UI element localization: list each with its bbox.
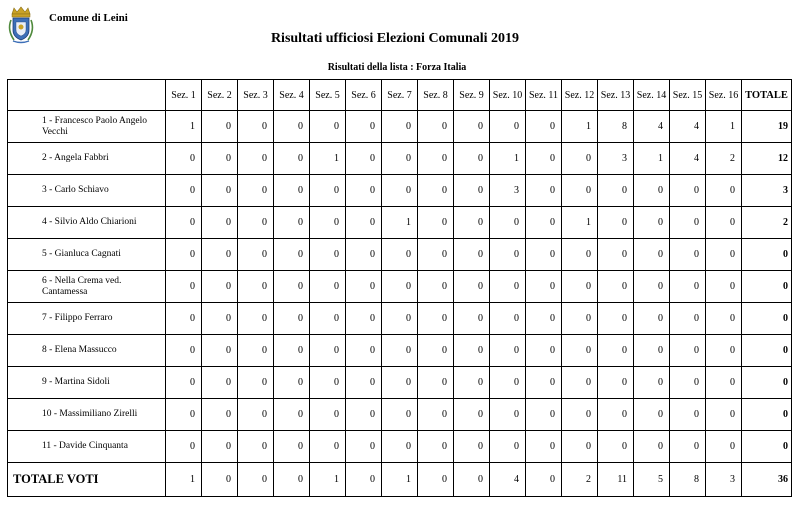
total-votes-cell: 0 xyxy=(238,463,274,497)
section-votes-cell: 8 xyxy=(598,111,634,143)
section-votes-cell: 0 xyxy=(274,335,310,367)
section-votes-cell: 0 xyxy=(634,271,670,303)
column-header: Sez. 6 xyxy=(346,80,382,111)
candidate-total-cell: 12 xyxy=(742,143,792,175)
candidate-row xyxy=(8,239,792,271)
section-votes-cell: 0 xyxy=(382,399,418,431)
section-votes-cell: 0 xyxy=(202,399,238,431)
section-votes-cell: 0 xyxy=(418,367,454,399)
total-votes-cell: 11 xyxy=(598,463,634,497)
section-votes-cell: 0 xyxy=(166,335,202,367)
section-votes-cell: 0 xyxy=(310,335,346,367)
section-votes-cell: 0 xyxy=(562,335,598,367)
section-votes-cell: 0 xyxy=(454,303,490,335)
section-votes-cell: 0 xyxy=(238,239,274,271)
total-votes-cell: 0 xyxy=(346,463,382,497)
section-votes-cell: 1 xyxy=(562,111,598,143)
candidate-row xyxy=(8,367,792,399)
section-votes-cell: 0 xyxy=(274,175,310,207)
section-votes-cell: 0 xyxy=(562,431,598,463)
section-votes-cell: 1 xyxy=(562,207,598,239)
section-votes-cell: 0 xyxy=(382,143,418,175)
candidate-row xyxy=(8,207,792,239)
section-votes-cell: 0 xyxy=(382,335,418,367)
section-votes-cell: 0 xyxy=(166,271,202,303)
section-votes-cell: 0 xyxy=(526,303,562,335)
section-votes-cell: 0 xyxy=(598,367,634,399)
section-votes-cell: 0 xyxy=(166,207,202,239)
section-votes-cell: 4 xyxy=(670,111,706,143)
section-votes-cell: 4 xyxy=(670,143,706,175)
section-votes-cell: 0 xyxy=(454,111,490,143)
section-votes-cell: 0 xyxy=(238,303,274,335)
section-votes-cell: 0 xyxy=(598,303,634,335)
municipality-name: Comune di Leini xyxy=(49,12,128,24)
list-title xyxy=(0,62,800,73)
document-title xyxy=(0,31,800,47)
candidate-name: 3 - Carlo Schiavo xyxy=(8,175,166,207)
candidate-name: 6 - Nella Crema ved. Cantamessa xyxy=(8,271,166,303)
candidate-row xyxy=(8,399,792,431)
section-votes-cell: 0 xyxy=(526,431,562,463)
section-votes-cell: 0 xyxy=(634,399,670,431)
section-votes-cell: 0 xyxy=(238,207,274,239)
section-votes-cell: 0 xyxy=(274,143,310,175)
section-votes-cell: 0 xyxy=(346,175,382,207)
section-votes-cell: 0 xyxy=(274,239,310,271)
section-votes-cell: 0 xyxy=(490,111,526,143)
section-votes-cell: 0 xyxy=(274,207,310,239)
section-votes-cell: 0 xyxy=(382,271,418,303)
section-votes-cell: 0 xyxy=(202,111,238,143)
section-votes-cell: 4 xyxy=(634,111,670,143)
section-votes-cell: 2 xyxy=(706,143,742,175)
section-votes-cell: 0 xyxy=(238,431,274,463)
section-votes-cell: 0 xyxy=(526,335,562,367)
section-votes-cell: 0 xyxy=(346,431,382,463)
section-votes-cell: 0 xyxy=(670,271,706,303)
total-votes-cell: 0 xyxy=(526,463,562,497)
section-votes-cell: 0 xyxy=(310,399,346,431)
section-votes-cell: 0 xyxy=(274,303,310,335)
section-votes-cell: 0 xyxy=(634,367,670,399)
section-votes-cell: 0 xyxy=(706,239,742,271)
section-votes-cell: 0 xyxy=(202,367,238,399)
section-votes-cell: 0 xyxy=(202,207,238,239)
section-votes-cell: 0 xyxy=(490,367,526,399)
total-votes-cell: 0 xyxy=(454,463,490,497)
section-votes-cell: 0 xyxy=(202,431,238,463)
section-votes-cell: 0 xyxy=(346,207,382,239)
section-votes-cell: 0 xyxy=(382,175,418,207)
section-votes-cell: 0 xyxy=(202,271,238,303)
section-votes-cell: 0 xyxy=(418,335,454,367)
section-votes-cell: 0 xyxy=(238,111,274,143)
section-votes-cell: 0 xyxy=(634,303,670,335)
section-votes-cell: 0 xyxy=(418,239,454,271)
total-votes-cell: 1 xyxy=(310,463,346,497)
section-votes-cell: 0 xyxy=(238,271,274,303)
column-header: Sez. 11 xyxy=(526,80,562,111)
candidate-row xyxy=(8,271,792,303)
section-votes-cell: 0 xyxy=(562,303,598,335)
section-votes-cell: 0 xyxy=(310,367,346,399)
section-votes-cell: 0 xyxy=(454,175,490,207)
section-votes-cell: 3 xyxy=(490,175,526,207)
section-votes-cell: 0 xyxy=(598,431,634,463)
section-votes-cell: 0 xyxy=(418,431,454,463)
column-header: Sez. 12 xyxy=(562,80,598,111)
total-votes-cell: 8 xyxy=(670,463,706,497)
section-votes-cell: 0 xyxy=(454,399,490,431)
section-votes-cell: 0 xyxy=(346,367,382,399)
section-votes-cell: 0 xyxy=(598,239,634,271)
candidate-total-cell: 0 xyxy=(742,335,792,367)
candidate-total-cell: 0 xyxy=(742,367,792,399)
candidate-total-cell: 0 xyxy=(742,431,792,463)
candidate-row xyxy=(8,303,792,335)
candidate-name: 2 - Angela Fabbri xyxy=(8,143,166,175)
section-votes-cell: 0 xyxy=(706,175,742,207)
section-votes-cell: 0 xyxy=(706,335,742,367)
header-row xyxy=(8,80,792,111)
section-votes-cell: 0 xyxy=(202,239,238,271)
candidate-name: 4 - Silvio Aldo Chiarioni xyxy=(8,207,166,239)
candidate-total-cell: 0 xyxy=(742,303,792,335)
section-votes-cell: 0 xyxy=(166,175,202,207)
section-votes-cell: 0 xyxy=(382,303,418,335)
candidate-name: 10 - Massimiliano Zirelli xyxy=(8,399,166,431)
section-votes-cell: 0 xyxy=(634,335,670,367)
section-votes-cell: 0 xyxy=(274,111,310,143)
candidate-name: 9 - Martina Sidoli xyxy=(8,367,166,399)
section-votes-cell: 0 xyxy=(490,431,526,463)
section-votes-cell: 0 xyxy=(310,431,346,463)
column-header: Sez. 10 xyxy=(490,80,526,111)
section-votes-cell: 0 xyxy=(454,143,490,175)
section-votes-cell: 0 xyxy=(166,239,202,271)
section-votes-cell: 0 xyxy=(382,239,418,271)
column-header: Sez. 14 xyxy=(634,80,670,111)
section-votes-cell: 0 xyxy=(562,175,598,207)
column-header: Sez. 3 xyxy=(238,80,274,111)
section-votes-cell: 0 xyxy=(490,239,526,271)
total-column-header: TOTALE xyxy=(742,80,792,111)
total-votes-cell: 0 xyxy=(418,463,454,497)
candidate-total-cell: 2 xyxy=(742,207,792,239)
column-header: Sez. 15 xyxy=(670,80,706,111)
section-votes-cell: 0 xyxy=(670,207,706,239)
total-votes-label: TOTALE VOTI xyxy=(8,463,166,497)
candidate-row xyxy=(8,335,792,367)
section-votes-cell: 1 xyxy=(634,143,670,175)
section-votes-cell: 0 xyxy=(346,239,382,271)
section-votes-cell: 1 xyxy=(490,143,526,175)
total-votes-cell: 4 xyxy=(490,463,526,497)
section-votes-cell: 0 xyxy=(382,431,418,463)
section-votes-cell: 0 xyxy=(562,143,598,175)
candidate-row xyxy=(8,111,792,143)
table-header xyxy=(8,80,792,111)
section-votes-cell: 0 xyxy=(526,399,562,431)
section-votes-cell: 3 xyxy=(598,143,634,175)
document-title-text: Risultati ufficiosi Elezioni Comunali 2019 xyxy=(270,31,520,46)
candidate-row xyxy=(8,143,792,175)
section-votes-cell: 0 xyxy=(706,367,742,399)
section-votes-cell: 0 xyxy=(562,239,598,271)
section-votes-cell: 0 xyxy=(490,335,526,367)
section-votes-cell: 0 xyxy=(598,207,634,239)
total-votes-cell: 5 xyxy=(634,463,670,497)
total-votes-cell: 1 xyxy=(166,463,202,497)
section-votes-cell: 0 xyxy=(670,335,706,367)
section-votes-cell: 0 xyxy=(274,431,310,463)
section-votes-cell: 0 xyxy=(526,207,562,239)
section-votes-cell: 0 xyxy=(274,367,310,399)
section-votes-cell: 0 xyxy=(166,143,202,175)
section-votes-cell: 0 xyxy=(346,399,382,431)
total-votes-cell: 3 xyxy=(706,463,742,497)
results-table xyxy=(7,79,792,497)
section-votes-cell: 0 xyxy=(346,111,382,143)
section-votes-cell: 0 xyxy=(238,399,274,431)
section-votes-cell: 0 xyxy=(202,303,238,335)
section-votes-cell: 1 xyxy=(706,111,742,143)
section-votes-cell: 0 xyxy=(346,271,382,303)
section-votes-cell: 0 xyxy=(454,367,490,399)
section-votes-cell: 0 xyxy=(562,271,598,303)
section-votes-cell: 0 xyxy=(598,271,634,303)
column-header: Sez. 5 xyxy=(310,80,346,111)
section-votes-cell: 0 xyxy=(418,399,454,431)
section-votes-cell: 0 xyxy=(490,399,526,431)
section-votes-cell: 0 xyxy=(418,271,454,303)
section-votes-cell: 0 xyxy=(418,207,454,239)
section-votes-cell: 0 xyxy=(310,239,346,271)
column-header: Sez. 4 xyxy=(274,80,310,111)
section-votes-cell: 0 xyxy=(670,399,706,431)
section-votes-cell: 0 xyxy=(166,303,202,335)
section-votes-cell: 0 xyxy=(310,271,346,303)
section-votes-cell: 0 xyxy=(418,143,454,175)
section-votes-cell: 0 xyxy=(310,111,346,143)
section-votes-cell: 0 xyxy=(310,303,346,335)
section-votes-cell: 1 xyxy=(310,143,346,175)
section-votes-cell: 0 xyxy=(454,271,490,303)
section-votes-cell: 0 xyxy=(526,143,562,175)
candidate-row xyxy=(8,431,792,463)
table-body xyxy=(8,111,792,463)
section-votes-cell: 0 xyxy=(562,399,598,431)
section-votes-cell: 0 xyxy=(670,239,706,271)
section-votes-cell: 0 xyxy=(634,431,670,463)
section-votes-cell: 0 xyxy=(634,239,670,271)
section-votes-cell: 0 xyxy=(706,303,742,335)
section-votes-cell: 0 xyxy=(670,303,706,335)
section-votes-cell: 0 xyxy=(634,207,670,239)
section-votes-cell: 0 xyxy=(706,431,742,463)
total-votes-cell: 0 xyxy=(274,463,310,497)
section-votes-cell: 0 xyxy=(238,335,274,367)
section-votes-cell: 0 xyxy=(238,143,274,175)
section-votes-cell: 0 xyxy=(634,175,670,207)
section-votes-cell: 0 xyxy=(166,367,202,399)
candidate-total-cell: 0 xyxy=(742,239,792,271)
section-votes-cell: 0 xyxy=(202,143,238,175)
section-votes-cell: 0 xyxy=(562,367,598,399)
candidate-name: 8 - Elena Massucco xyxy=(8,335,166,367)
column-header: Sez. 2 xyxy=(202,80,238,111)
total-votes-cell: 0 xyxy=(202,463,238,497)
candidate-name: 11 - Davide Cinquanta xyxy=(8,431,166,463)
section-votes-cell: 0 xyxy=(526,175,562,207)
section-votes-cell: 0 xyxy=(526,239,562,271)
section-votes-cell: 0 xyxy=(490,303,526,335)
header-blank-cell xyxy=(8,80,166,111)
section-votes-cell: 0 xyxy=(706,207,742,239)
section-votes-cell: 0 xyxy=(706,271,742,303)
column-header: Sez. 9 xyxy=(454,80,490,111)
section-votes-cell: 0 xyxy=(310,207,346,239)
total-votes-cell: 1 xyxy=(382,463,418,497)
section-votes-cell: 0 xyxy=(670,175,706,207)
section-votes-cell: 0 xyxy=(202,175,238,207)
section-votes-cell: 0 xyxy=(382,111,418,143)
candidate-total-cell: 3 xyxy=(742,175,792,207)
section-votes-cell: 0 xyxy=(598,399,634,431)
section-votes-cell: 0 xyxy=(526,271,562,303)
column-header: Sez. 7 xyxy=(382,80,418,111)
section-votes-cell: 1 xyxy=(166,111,202,143)
section-votes-cell: 0 xyxy=(454,335,490,367)
section-votes-cell: 0 xyxy=(346,143,382,175)
section-votes-cell: 0 xyxy=(166,399,202,431)
list-title-text: Risultati della lista : Forza Italia xyxy=(327,62,467,73)
total-votes-cell: 2 xyxy=(562,463,598,497)
section-votes-cell: 0 xyxy=(274,399,310,431)
section-votes-cell: 0 xyxy=(418,175,454,207)
section-votes-cell: 0 xyxy=(454,239,490,271)
section-votes-cell: 0 xyxy=(382,367,418,399)
column-header: Sez. 8 xyxy=(418,80,454,111)
candidate-name: 7 - Filippo Ferraro xyxy=(8,303,166,335)
column-header: Sez. 16 xyxy=(706,80,742,111)
column-header: Sez. 13 xyxy=(598,80,634,111)
section-votes-cell: 0 xyxy=(454,431,490,463)
candidate-total-cell: 0 xyxy=(742,399,792,431)
section-votes-cell: 0 xyxy=(202,335,238,367)
section-votes-cell: 0 xyxy=(454,207,490,239)
column-header: Sez. 1 xyxy=(166,80,202,111)
section-votes-cell: 0 xyxy=(490,271,526,303)
candidate-total-cell: 0 xyxy=(742,271,792,303)
section-votes-cell: 0 xyxy=(526,367,562,399)
section-votes-cell: 0 xyxy=(418,303,454,335)
section-votes-cell: 0 xyxy=(490,207,526,239)
section-votes-cell: 0 xyxy=(670,367,706,399)
section-votes-cell: 0 xyxy=(346,335,382,367)
section-votes-cell: 0 xyxy=(238,367,274,399)
section-votes-cell: 0 xyxy=(706,399,742,431)
section-votes-cell: 0 xyxy=(526,111,562,143)
section-votes-cell: 0 xyxy=(310,175,346,207)
total-votes-row xyxy=(8,463,792,497)
candidate-name: 5 - Gianluca Cagnati xyxy=(8,239,166,271)
candidate-row xyxy=(8,175,792,207)
section-votes-cell: 0 xyxy=(670,431,706,463)
section-votes-cell: 0 xyxy=(418,111,454,143)
grand-total-cell: 36 xyxy=(742,463,792,497)
section-votes-cell: 0 xyxy=(238,175,274,207)
section-votes-cell: 0 xyxy=(346,303,382,335)
table-footer xyxy=(8,463,792,497)
section-votes-cell: 0 xyxy=(598,175,634,207)
candidate-name: 1 - Francesco Paolo Angelo Vecchi xyxy=(8,111,166,143)
candidate-total-cell: 19 xyxy=(742,111,792,143)
section-votes-cell: 1 xyxy=(382,207,418,239)
section-votes-cell: 0 xyxy=(166,431,202,463)
section-votes-cell: 0 xyxy=(598,335,634,367)
section-votes-cell: 0 xyxy=(274,271,310,303)
